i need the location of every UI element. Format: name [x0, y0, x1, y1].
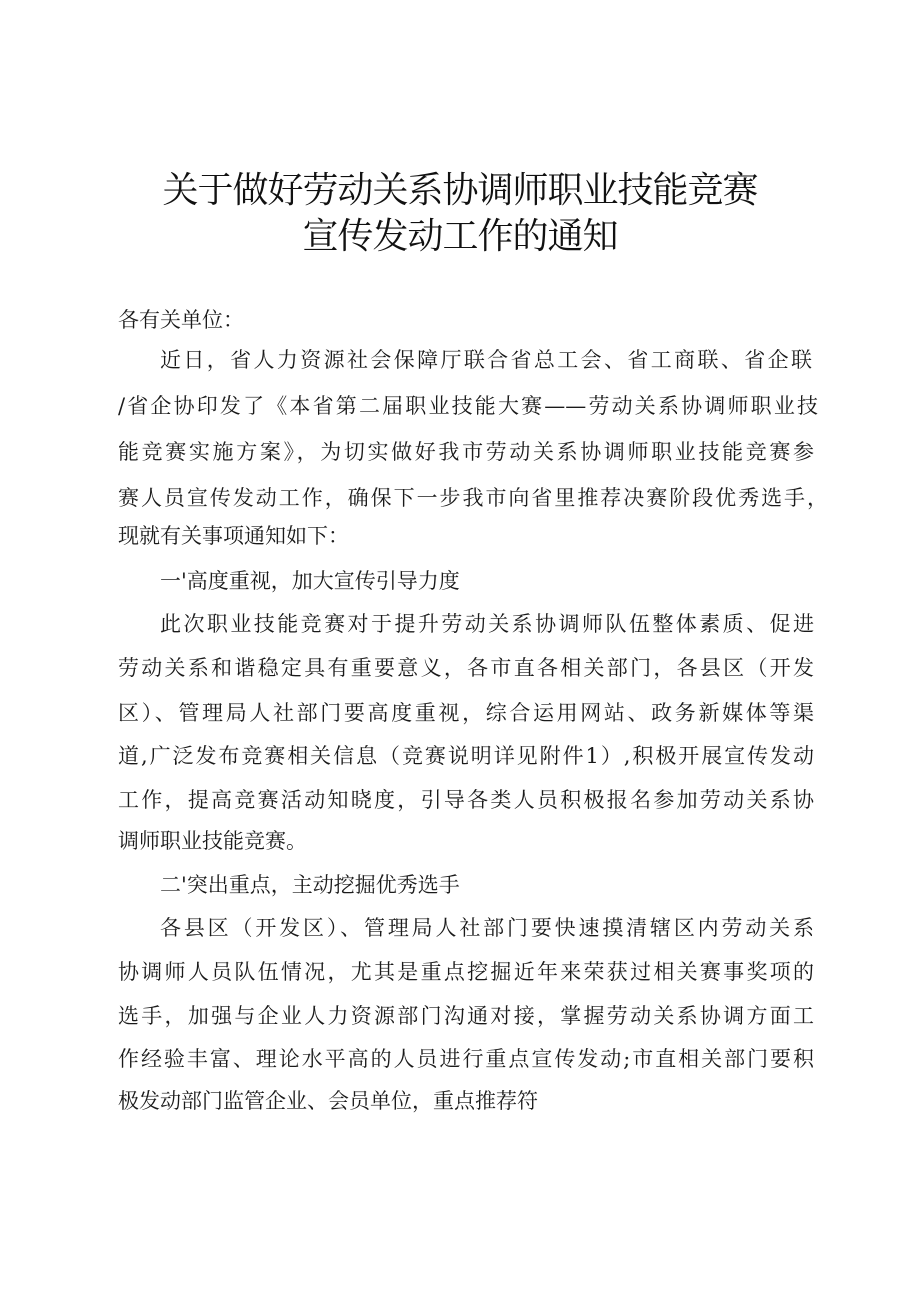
paragraph-1-line-3: 能竞赛实施方案》，为切实做好我市劳动关系协调师职业技能竞赛参	[118, 440, 814, 464]
paragraph-2-line-6: 调师职业技能竞赛。	[118, 829, 307, 853]
paragraph-1-line-1: 近日，省人力资源社会保障厅联合省总工会、省工商联、省企联	[160, 348, 812, 372]
paragraph-2-line-2: 劳动关系和谐稳定具有重要意义，各市直各相关部门，各县区（开发	[118, 656, 814, 680]
paragraph-2-line-1: 此次职业技能竞赛对于提升劳动关系协调师队伍整体素质、促进	[160, 612, 814, 636]
paragraph-3-line-3: 选手，加强与企业人力资源部门沟通对接，掌握劳动关系协调方面工	[118, 1004, 814, 1028]
salutation: 各有关单位：	[118, 308, 244, 332]
paragraph-3-line-4: 作经验丰富、理论水平高的人员进行重点宣传发动;市直相关部门要积	[118, 1047, 814, 1071]
paragraph-2-line-5: 工作，提高竞赛活动知晓度，引导各类人员积极报名参加劳动关系协	[118, 788, 814, 812]
paragraph-3-line-2: 协调师人员队伍情况，尤其是重点挖掘近年来荣获过相关赛事奖项的	[118, 960, 814, 984]
paragraph-1-line-2: /省企协印发了《本省第二届职业技能大赛——劳动关系协调师职业技	[118, 394, 818, 418]
section-heading-1: 一'高度重视，加大宣传引导力度	[160, 569, 460, 593]
paragraph-3-line-5: 极发动部门监管企业、会员单位，重点推荐符	[118, 1089, 538, 1113]
document-title-line-2: 宣传发动工作的通知	[302, 216, 618, 257]
paragraph-2-line-4: 道,广泛发布竞赛相关信息（竞赛说明详见附件1）,积极开展宣传发动	[118, 744, 814, 768]
paragraph-1-line-4: 赛人员宣传发动工作，确保下一步我市向省里推荐决赛阶段优秀选手，	[118, 486, 828, 510]
paragraph-1-line-5: 现就有关事项通知如下：	[118, 524, 349, 548]
paragraph-3-line-1: 各县区（开发区）、管理局人社部门要快速摸清辖区内劳动关系	[160, 916, 814, 940]
section-heading-2: 二'突出重点，主动挖掘优秀选手	[160, 873, 460, 897]
document-title-line-1: 关于做好劳动关系协调师职业技能竞赛	[162, 170, 758, 211]
paragraph-2-line-3: 区）、管理局人社部门要高度重视，综合运用网站、政务新媒体等渠	[118, 701, 814, 725]
